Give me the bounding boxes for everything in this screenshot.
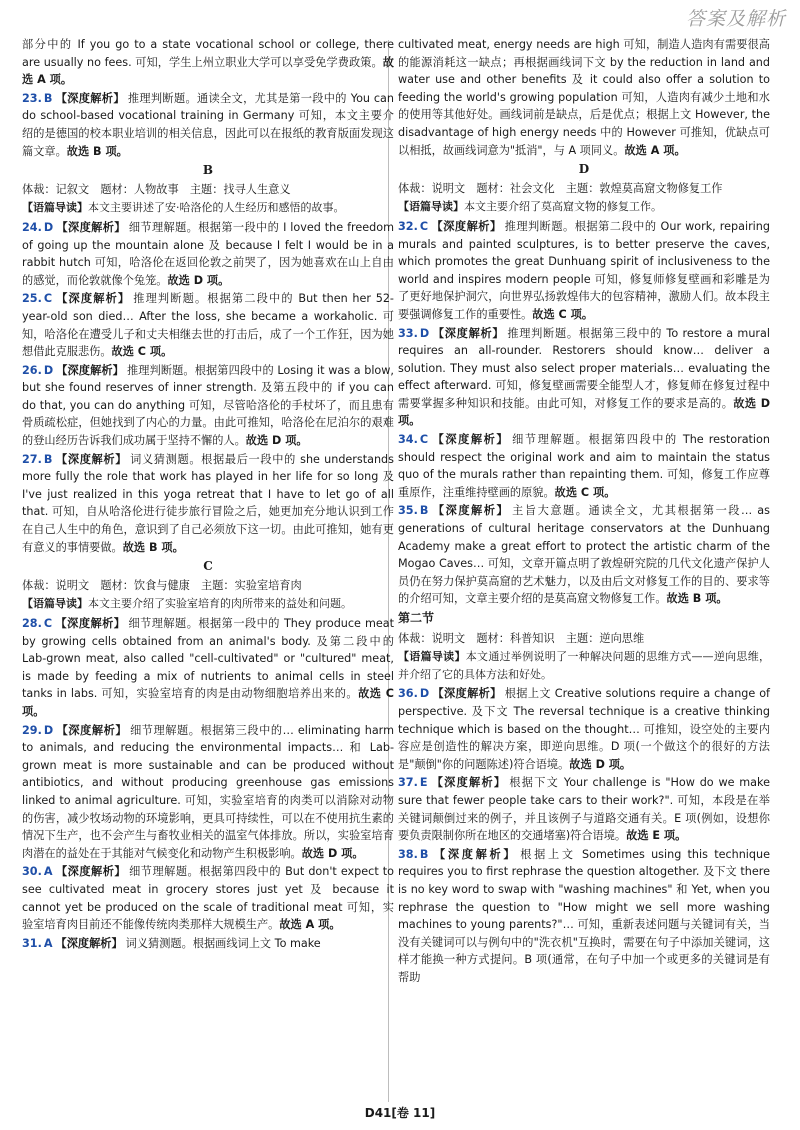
answer-30: 30. A 【深度解析】 细节理解题。根据第四段中的 But don't expect to see cultivated meat in grocery stores just yet 及 because it cannot yet be produced on the scale of traditional meat 可知，实验室培育肉目前还不能像传统肉类那样大规模生产。故选 A 项。 xyxy=(22,865,394,932)
header-title: 答案及解析 xyxy=(685,8,786,30)
section-b-guide: 【语篇导读】本文主要讲述了安·哈洛伦的人生经历和感悟的故事。 xyxy=(22,201,345,215)
right-column xyxy=(398,36,770,987)
page-number: D41[卷 11] xyxy=(364,1106,436,1120)
section-c-letter: C xyxy=(203,559,213,574)
right-intro: cultivated meat, energy needs are high 可知，制造人造肉有需要很高的能源消耗这一缺点；再根据画线词下文 by the reduction in land and water use and other benefits 及 it could also offer a solution to feeding the world's growing population 可知，人造肉有减少土地和水的使用等其他好处。画线词前是缺点，后是优点；根据上文 However, the disadvantage of high energy needs 中的 However 可推知，优缺点可以相抵，故画线词意为"抵消"，与 A 项同义。故选 A 项。 xyxy=(398,38,770,157)
answer-24: 24. D 【深度解析】 细节理解题。根据第一段中的 I loved the freedom of going up the mountain alone 及 because I felt I would be in a rabbit hutch 可知，哈洛伦在返回伦敦之前哭了，因为她喜欢在山上自由的感觉，而伦敦就像个兔笼。故选 D 项。 xyxy=(22,220,394,287)
section-d-meta: 体裁：说明文 题材：社会文化 主题：敦煌莫高窟文物修复工作 xyxy=(398,181,723,195)
answer-25: 25. C 【深度解析】 推理判断题。根据第二段中的 But then her 52-year-old son died… After the loss, she became a workaholic. 可知，哈洛伦在遭受儿子和丈夫相继去世的打击后，成了一个工作狂，因为她想借此克服悲伤。故选 C 项。 xyxy=(22,292,394,359)
left-column xyxy=(22,36,394,953)
answer-36: 36. D 【深度解析】 根据上文 Creative solutions require a change of perspective. 及下文 The reversal technique is a creative thinking technique which is based on the thought… 可推知，设空处的主要内容应是创造性的解决方案，即逆向思维。D 项(一个做这个的很好的方法是"颠倒"你的问题陈述)符合语境。故选 D 项。 xyxy=(398,687,770,771)
answer-35: 35. B 【深度解析】 主旨大意题。通读全文，尤其根据第一段… as generations of cultural heritage conservators at the Dunhuang Academy make a great effort to protect the artistic charm of the Mogao Caves… 可知，文章开篇点明了敦煌研究院的几代文化遗产保护人员仍在努力保护莫高窟的艺术魅力，以及由后文对修复工作的目的、要求等的介绍可知，文章主要介绍的是莫高窟文物修复工作。故选 B 项。 xyxy=(398,504,770,606)
answer-37: 37. E 【深度解析】 根据下文 Your challenge is "How do we make sure that fewer people take cars to their work?". 可知，本段是在举关键词颠倒过来的例子，并且该例子与道路交通有关。E 项(例如，设想你要负责限制你所在地区的交通堵塞)符合语境。故选 E 项。 xyxy=(398,776,770,843)
section-2-meta: 体裁：说明文 题材：科普知识 主题：逆向思维 xyxy=(398,631,645,645)
section-c-meta: 体裁：说明文 题材：饮食与健康 主题：实验室培育肉 xyxy=(22,578,302,592)
answer-38: 38. B 【深度解析】 根据上文 Sometimes using this technique requires you to first rephrase the question altogether. 及下文 there is no key word to swap with "washing machines" 和 Yet, when you rephrase the question to "How might we sell more washing machines to young parents?"… 可知，重新表述问题与关键词有关，当没有关键词可以与例句中的"洗衣机"互换时，需要在句子中添加关键词，这样才能换一种方式提问。B 项(通常，在句子中加一个或更多的关键词是有帮助 xyxy=(398,847,770,984)
left-intro: 部分中的 If you go to a state vocational school or college, there are usually no fees. 可知，学生上州立职业大学可以享受免学费政策。故选 A 项。 xyxy=(22,38,394,87)
answer-31: 31. A 【深度解析】 词义猜测题。根据画线词上文 To make xyxy=(22,936,321,950)
answer-26: 26. D 【深度解析】 推理判断题。根据第四段中的 Losing it was a blow, but she found reserves of inner strength. 及第五段中的 if you can do that, you can do anything 可知，尽管哈洛伦的手杖坏了，而且患有骨质疏松症，但她找到了内心的力量。由此可推知，哈洛伦在尼泊尔的艰难的登山经历告诉我们成功属于坚持不懈的人。故选 D 项。 xyxy=(22,363,394,448)
answer-29: 29. D 【深度解析】 细节理解题。根据第三段中的… eliminating harm to animals, and reducing the environmental impacts… 和 Lab-grown meat is more sustainable and can be produced without antibiotics, and without producing greenhouse gas emissions linked to animal agriculture. 可知，实验室培育的肉类可以消除对动物的伤害，减少牧场动物的环境影响，更具可持续性，可以在不使用抗生素的情况下生产，也不会产生与畜牧业相关的温室气体排放。所以，实验室培育肉潜在的益处在于其能对气候变化和动物产生积极影响。故选 D 项。 xyxy=(22,723,394,860)
page-header xyxy=(0,0,800,34)
answer-27: 27. B 【深度解析】 词义猜测题。根据最后一段中的 she understands more fully the role that work has played in her life for so long 及 I've just realized in this yoga retreat that I have to let go of all that. 可知，自从哈洛伦进行徒步旅行冒险之后，她更加充分地认识到工作在自己人生中的角色，意识到了自己必须放下这一切。由此可推知，她有更有意义的事情要做。故选 B 项。 xyxy=(22,452,394,554)
answer-33: 33. D 【深度解析】 推理判断题。根据第三段中的 To restore a mural requires an all-rounder. Restorers should know… deliver a solution. They must also select proper materials… evaluating the effect afterward. 可知，修复壁画需要全能型人才，修复师在修复过程中需要掌握多种知识和技能。由此可知，对修复工作的要求是高的。故选 D 项。 xyxy=(398,326,770,428)
section-b-letter: B xyxy=(202,163,214,178)
section-2-guide: 【语篇导读】本文通过举例说明了一种解决问题的思维方式——逆向思维，并介绍了它的具体方法和好处。 xyxy=(398,650,771,681)
section-d-letter: D xyxy=(578,162,590,177)
answer-28: 28. C 【深度解析】 细节理解题。根据第一段中的 They produce meat by growing cells obtained from an animal's body. 及第二段中的 Lab-grown meat, also called "cell-cultivated" or "cultured" meat, is made by feeding a mix of nutrients to animal cells in steel tanks in labs. 可知，实验室培育的肉是由动物细胞培养出来的。故选 C 项。 xyxy=(22,617,394,718)
section-2-title: 第二节 xyxy=(398,611,435,625)
answer-23: 23. B 【深度解析】 推理判断题。通读全文，尤其是第一段中的 You can do school-based vocational training in Germany 可知，本文主要介绍的是德国的校本职业培训的相关信息，因此可以在报纸的教育版面发现这篇文章。故选 B 项。 xyxy=(22,91,394,158)
answer-32: 32. C 【深度解析】 推理判断题。根据第二段中的 Our work, repairing murals and painted sculptures, is to better preserve the caves, which promotes the great Dunhuang spirit of inclusiveness to the world and inspires modern people 可知，修复师修复壁画和彩雕是为了更好地保护洞穴，向世界弘扬敦煌伟大的包容精神，激励人们。故本段主要强调修复工作的重要性。故选 C 项。 xyxy=(398,219,770,321)
section-c-guide: 【语篇导读】本文主要介绍了实验室培育的肉所带来的益处和问题。 xyxy=(22,597,352,611)
section-b-meta: 体裁：记叙文 题材：人物故事 主题：找寻人生意义 xyxy=(22,182,291,196)
section-d-guide: 【语篇导读】本文主要介绍了莫高窟文物的修复工作。 xyxy=(398,200,662,214)
answer-34: 34. C 【深度解析】 细节理解题。根据第四段中的 The restoration should respect the original work and aim to maintain the status quo of the murals rather than repainting them. 可知，修复工作应尊重原作，注重维持壁画的原貌。故选 C 项。 xyxy=(398,433,770,499)
